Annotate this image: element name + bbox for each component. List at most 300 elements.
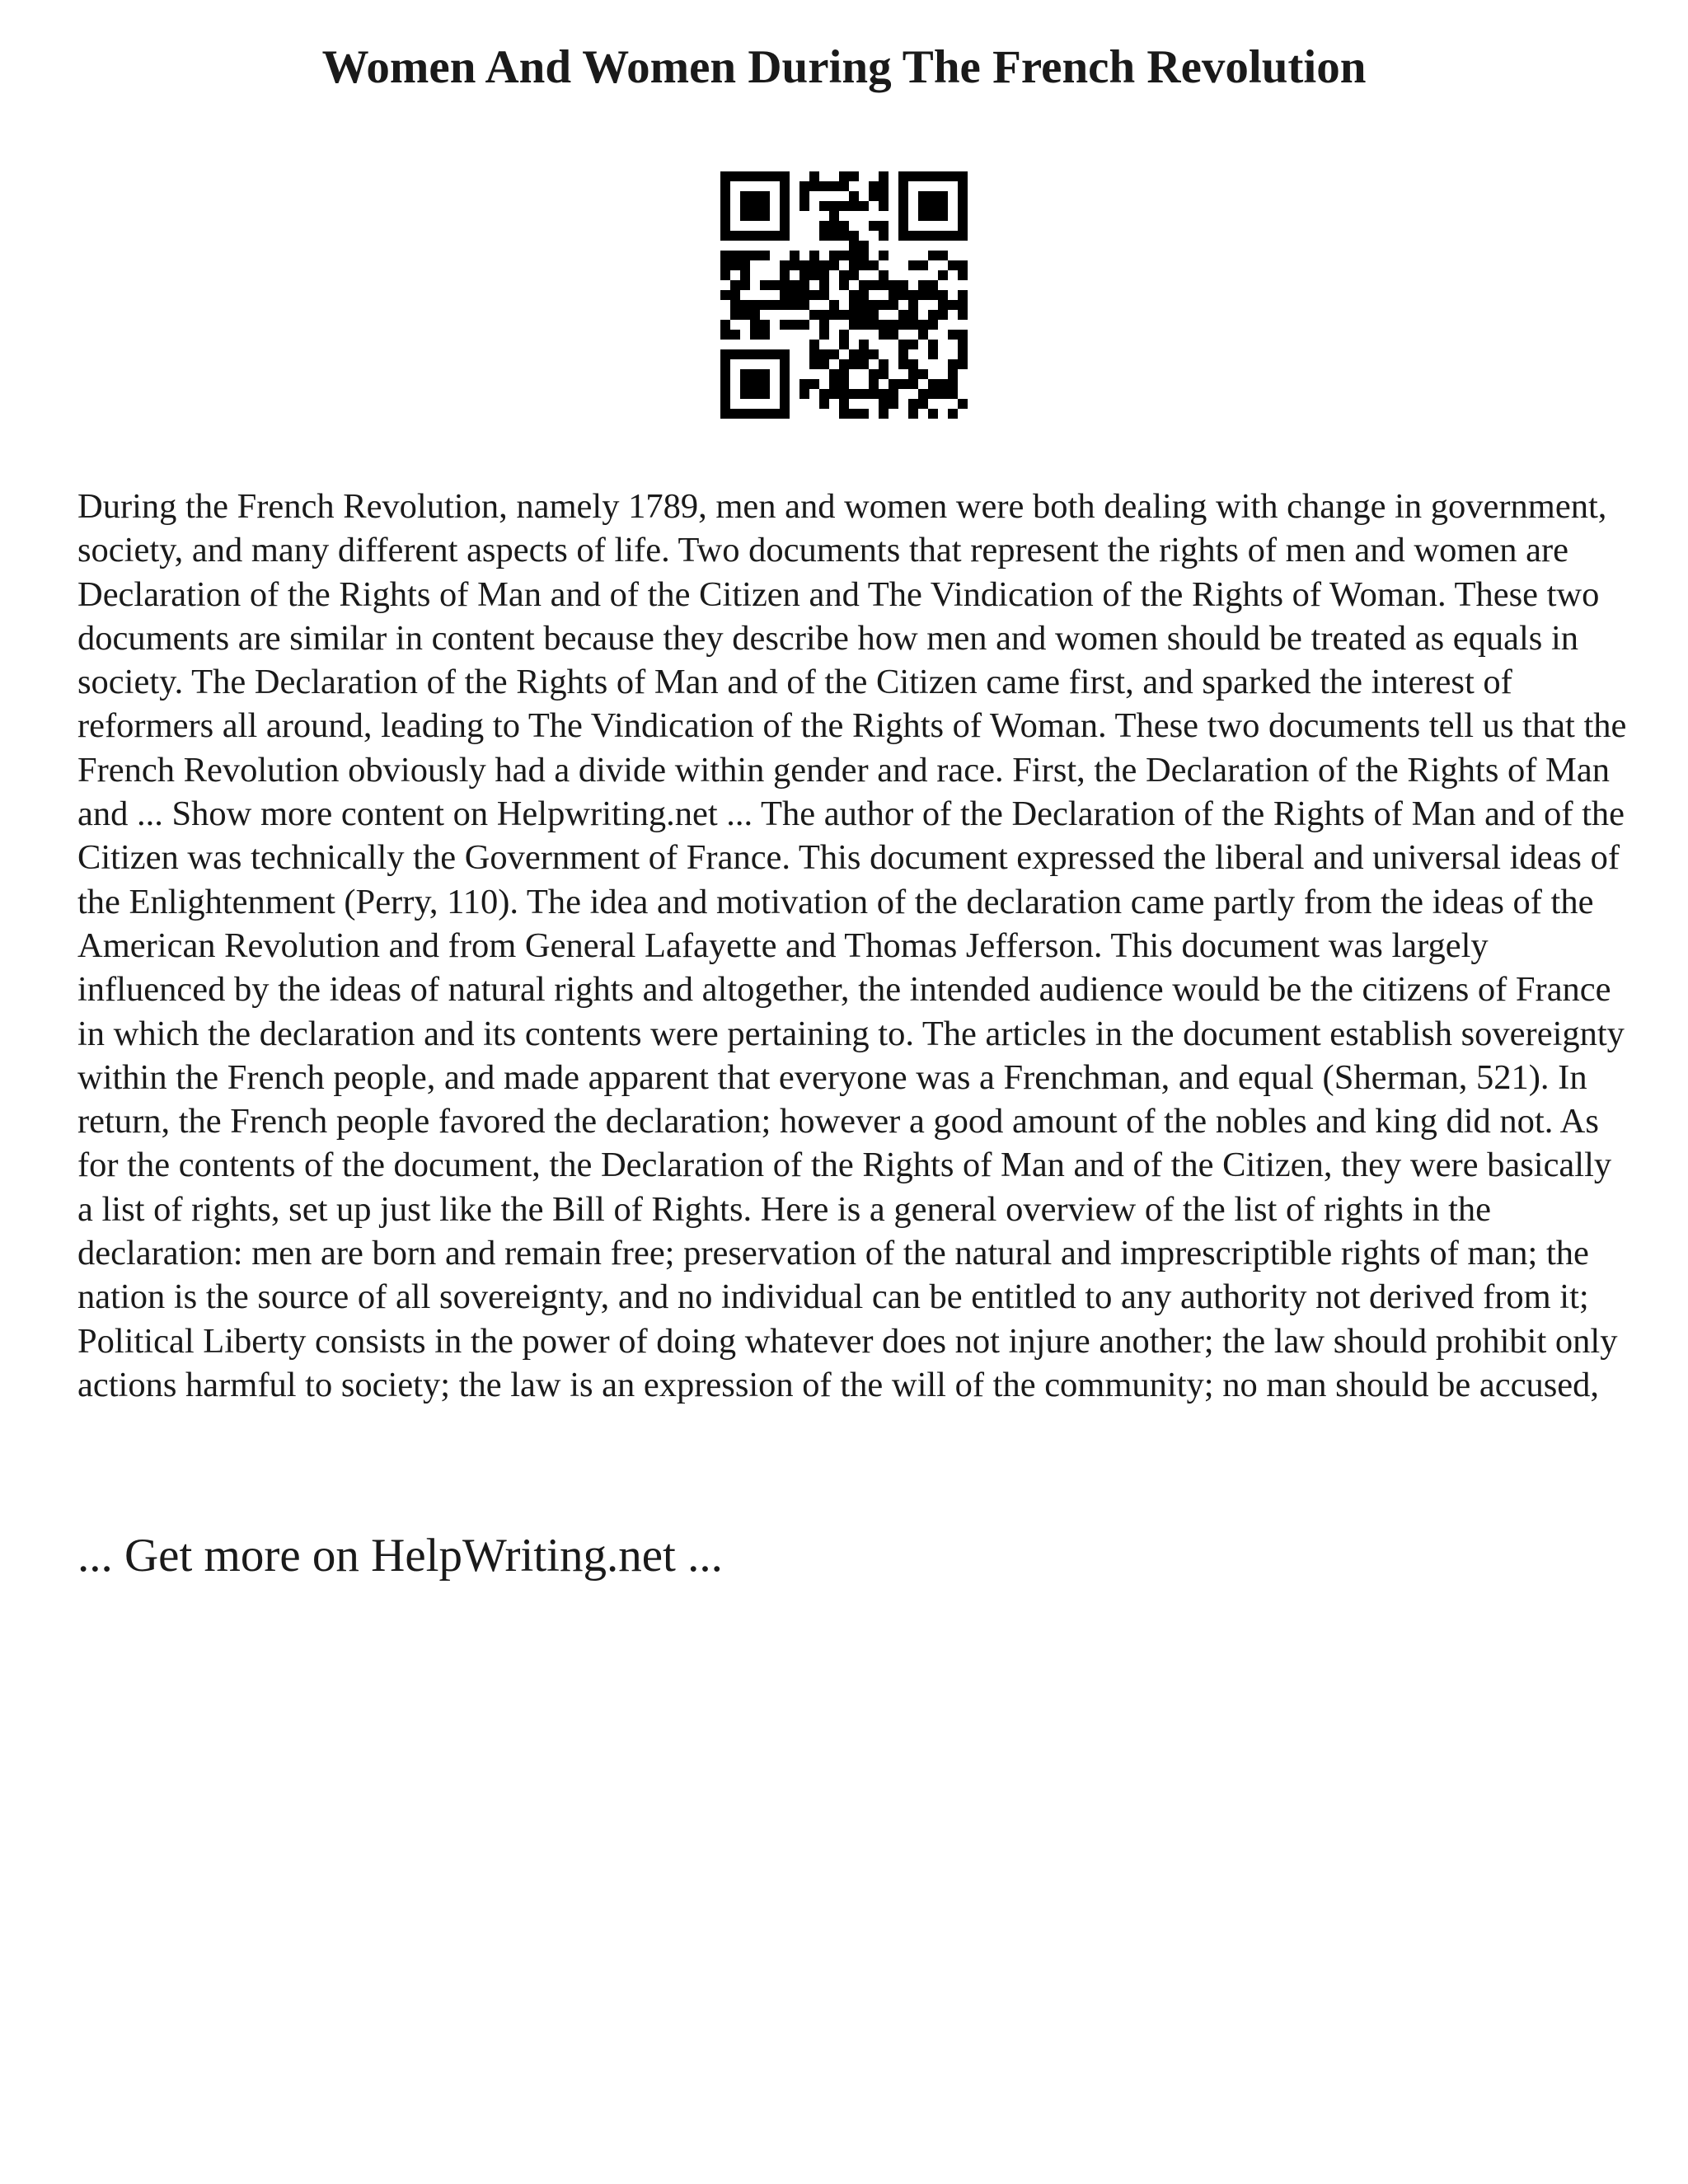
qr-module bbox=[869, 389, 879, 399]
qr-module bbox=[809, 260, 819, 270]
qr-module bbox=[819, 399, 829, 409]
qr-module bbox=[879, 389, 889, 399]
qr-module bbox=[740, 389, 750, 399]
qr-module bbox=[829, 201, 839, 211]
qr-module bbox=[770, 300, 780, 310]
qr-module bbox=[889, 290, 898, 300]
qr-module bbox=[849, 320, 859, 330]
qr-module bbox=[958, 399, 968, 409]
qr-module bbox=[799, 181, 809, 191]
qr-module bbox=[928, 280, 938, 290]
qr-module bbox=[928, 171, 938, 181]
qr-module bbox=[780, 320, 790, 330]
qr-module bbox=[958, 260, 968, 270]
qr-module bbox=[869, 349, 879, 359]
qr-module bbox=[780, 231, 790, 241]
qr-module bbox=[869, 260, 879, 270]
qr-module bbox=[740, 369, 750, 379]
qr-module bbox=[730, 409, 740, 419]
qr-module bbox=[829, 231, 839, 241]
qr-module bbox=[750, 320, 760, 330]
qr-module bbox=[740, 231, 750, 241]
qr-code-graphic bbox=[720, 171, 968, 419]
qr-module bbox=[799, 290, 809, 300]
qr-module bbox=[780, 201, 790, 211]
qr-module bbox=[790, 251, 799, 260]
qr-module bbox=[928, 191, 938, 201]
qr-module bbox=[839, 310, 849, 320]
qr-module bbox=[750, 300, 760, 310]
qr-module bbox=[760, 330, 770, 340]
qr-module bbox=[948, 171, 958, 181]
qr-module bbox=[760, 320, 770, 330]
qr-module bbox=[918, 231, 928, 241]
qr-module bbox=[839, 231, 849, 241]
qr-module bbox=[849, 409, 859, 419]
qr-module bbox=[839, 409, 849, 419]
qr-module bbox=[740, 300, 750, 310]
qr-module bbox=[958, 231, 968, 241]
qr-module bbox=[780, 260, 790, 270]
qr-module bbox=[849, 260, 859, 270]
qr-module bbox=[908, 340, 918, 349]
qr-module bbox=[918, 201, 928, 211]
qr-module bbox=[958, 300, 968, 310]
qr-module bbox=[730, 260, 740, 270]
qr-module bbox=[839, 221, 849, 231]
qr-module bbox=[799, 389, 809, 399]
qr-module bbox=[829, 181, 839, 191]
qr-module bbox=[819, 359, 829, 369]
qr-module bbox=[740, 260, 750, 270]
qr-module bbox=[869, 191, 879, 201]
qr-module bbox=[829, 211, 839, 221]
qr-module bbox=[819, 270, 829, 280]
qr-module bbox=[898, 280, 908, 290]
qr-module bbox=[958, 191, 968, 201]
qr-module bbox=[889, 280, 898, 290]
qr-module bbox=[879, 221, 889, 231]
qr-module bbox=[720, 349, 730, 359]
qr-module bbox=[889, 399, 898, 409]
qr-module bbox=[750, 171, 760, 181]
qr-module bbox=[839, 171, 849, 181]
qr-module bbox=[849, 201, 859, 211]
qr-module bbox=[898, 181, 908, 191]
qr-module bbox=[898, 201, 908, 211]
qr-module bbox=[780, 369, 790, 379]
qr-module bbox=[938, 191, 948, 201]
qr-module bbox=[859, 340, 869, 349]
qr-module bbox=[859, 310, 869, 320]
qr-module bbox=[849, 171, 859, 181]
qr-module bbox=[809, 310, 819, 320]
qr-module bbox=[918, 369, 928, 379]
qr-module bbox=[918, 399, 928, 409]
qr-module bbox=[879, 399, 889, 409]
qr-module bbox=[819, 280, 829, 290]
qr-module bbox=[849, 241, 859, 251]
qr-module bbox=[819, 310, 829, 320]
qr-module bbox=[958, 171, 968, 181]
qr-module bbox=[938, 389, 948, 399]
qr-module bbox=[958, 340, 968, 349]
qr-module bbox=[780, 399, 790, 409]
qr-module bbox=[760, 171, 770, 181]
qr-module bbox=[839, 270, 849, 280]
qr-module bbox=[790, 300, 799, 310]
qr-module bbox=[859, 241, 869, 251]
qr-module bbox=[760, 211, 770, 221]
qr-module bbox=[898, 320, 908, 330]
qr-module bbox=[780, 191, 790, 201]
qr-module bbox=[839, 251, 849, 260]
qr-module bbox=[730, 300, 740, 310]
qr-module bbox=[809, 171, 819, 181]
qr-module bbox=[780, 300, 790, 310]
qr-module bbox=[819, 349, 829, 359]
qr-module bbox=[958, 330, 968, 340]
qr-module bbox=[948, 369, 958, 379]
qr-module bbox=[720, 221, 730, 231]
qr-module bbox=[799, 201, 809, 211]
qr-module bbox=[879, 191, 889, 201]
qr-module bbox=[898, 191, 908, 201]
qr-module bbox=[720, 359, 730, 369]
qr-module bbox=[879, 251, 889, 260]
qr-module bbox=[750, 349, 760, 359]
qr-module bbox=[898, 231, 908, 241]
qr-module bbox=[938, 310, 948, 320]
qr-module bbox=[879, 409, 889, 419]
qr-module bbox=[829, 349, 839, 359]
qr-module bbox=[948, 300, 958, 310]
qr-module bbox=[898, 290, 908, 300]
qr-module bbox=[928, 201, 938, 211]
qr-module bbox=[780, 349, 790, 359]
qr-module bbox=[918, 171, 928, 181]
qr-module bbox=[780, 181, 790, 191]
qr-module bbox=[859, 290, 869, 300]
qr-module bbox=[740, 171, 750, 181]
article-body: During the French Revolution, namely 1789, men and women were both dealing with change in government, society, and many different aspects of life. Two documents that represent the rights of men and women are Declaration of the Rights of Man and of the Citizen and The Vindication of the Rights of Woman. These two documents are similar in content because they describe how men and women should be treated as equals in society. The Declaration of the Rights of Man and of the Citizen came first, and sparked the interest of reformers all around, leading to The Vindication of the Rights of Woman. These two documents tell us that the French Revolution obviously had a divide within gender and race. First, the Declaration of the Rights of Man and ... Show more content on Helpwriting.net ... The author of the Declaration of the Rights of Man and of the Citizen was technically the Government of France. This document expressed the liberal and universal ideas of the Enlightenment (Perry, 110). The idea and motivation of the declaration came partly from the ideas of the American Revolution and from General Lafayette and Thomas Jefferson. This document was largely influenced by the ideas of natural rights and altogether, the intended audience would be the citizens of France in which the declaration and its contents were pertaining to. The articles in the document establish sovereignty within the French people, and made apparent that everyone was a Frenchman, and equal (Sherman, 521). In return, the French people favored the declaration; however a good amount of the nobles and king did not. As for the contents of the document, the Declaration of the Rights of Man and of the Citizen, they were basically a list of rights, set up just like the Bill of Rights. Here is a general overview of the list of rights in the declaration: men are born and remain free; preservation of the natural and imprescriptible rights of man; the nation is the source of all sovereignty, and no individual can be entitled to any authority not derived from it; Political Liberty consists in the power of doing whatever does not injure another; the law should prohibit only actions harmful to society; the law is an expression of the will of the community; no man should be accused, bbox=[77, 487, 1627, 1404]
qr-module bbox=[829, 300, 839, 310]
qr-module bbox=[839, 340, 849, 349]
qr-module bbox=[760, 349, 770, 359]
qr-module bbox=[740, 201, 750, 211]
qr-module bbox=[730, 310, 740, 320]
qr-module bbox=[918, 280, 928, 290]
qr-module bbox=[760, 280, 770, 290]
qr-module bbox=[879, 171, 889, 181]
qr-module bbox=[938, 211, 948, 221]
qr-module bbox=[750, 369, 760, 379]
qr-module bbox=[849, 191, 859, 201]
qr-module bbox=[859, 201, 869, 211]
qr-module bbox=[869, 280, 879, 290]
qr-module bbox=[898, 171, 908, 181]
qr-module bbox=[839, 280, 849, 290]
qr-module bbox=[809, 290, 819, 300]
qr-module bbox=[928, 320, 938, 330]
qr-module bbox=[770, 171, 780, 181]
qr-module bbox=[908, 300, 918, 310]
qr-module bbox=[879, 359, 889, 369]
qr-module bbox=[869, 181, 879, 191]
qr-module bbox=[859, 359, 869, 369]
qr-module bbox=[869, 221, 879, 231]
get-more-link[interactable]: ... Get more on HelpWriting.net ... bbox=[77, 1530, 723, 1582]
qr-module bbox=[958, 290, 968, 300]
qr-module bbox=[720, 379, 730, 389]
qr-module bbox=[839, 379, 849, 389]
qr-module bbox=[720, 330, 730, 340]
qr-module bbox=[958, 201, 968, 211]
qr-module bbox=[720, 270, 730, 280]
qr-module bbox=[849, 251, 859, 260]
qr-module bbox=[908, 409, 918, 419]
qr-module bbox=[790, 290, 799, 300]
qr-module bbox=[790, 320, 799, 330]
qr-module bbox=[829, 251, 839, 260]
qr-module bbox=[948, 231, 958, 241]
qr-module bbox=[869, 379, 879, 389]
qr-module bbox=[740, 270, 750, 280]
qr-module bbox=[740, 191, 750, 201]
qr-module bbox=[839, 330, 849, 340]
qr-module bbox=[819, 181, 829, 191]
qr-module bbox=[760, 231, 770, 241]
qr-module bbox=[720, 409, 730, 419]
qr-module bbox=[819, 320, 829, 330]
qr-module bbox=[829, 310, 839, 320]
qr-module bbox=[879, 330, 889, 340]
qr-module bbox=[750, 310, 760, 320]
qr-module bbox=[770, 280, 780, 290]
qr-module bbox=[889, 300, 898, 310]
qr-module bbox=[740, 251, 750, 260]
qr-module bbox=[879, 280, 889, 290]
qr-module bbox=[908, 290, 918, 300]
qr-module bbox=[720, 171, 730, 181]
qr-module bbox=[948, 379, 958, 389]
qr-module bbox=[928, 211, 938, 221]
qr-module bbox=[849, 300, 859, 310]
qr-module bbox=[879, 300, 889, 310]
qr-module bbox=[859, 251, 869, 260]
qr-module bbox=[889, 330, 898, 340]
qr-module bbox=[760, 191, 770, 201]
qr-module bbox=[839, 201, 849, 211]
qr-module bbox=[928, 231, 938, 241]
qr-module bbox=[958, 211, 968, 221]
qr-module bbox=[760, 389, 770, 399]
qr-module bbox=[809, 340, 819, 349]
qr-module bbox=[730, 231, 740, 241]
qr-module bbox=[770, 409, 780, 419]
qr-module bbox=[780, 389, 790, 399]
qr-module bbox=[750, 330, 760, 340]
qr-module bbox=[958, 359, 968, 369]
qr-module bbox=[740, 211, 750, 221]
qr-module bbox=[859, 320, 869, 330]
qr-module bbox=[839, 181, 849, 191]
qr-module bbox=[938, 270, 948, 280]
qr-module bbox=[849, 290, 859, 300]
qr-module bbox=[829, 369, 839, 379]
qr-module bbox=[730, 290, 740, 300]
qr-module bbox=[790, 260, 799, 270]
qr-module bbox=[938, 201, 948, 211]
qr-module bbox=[809, 359, 819, 369]
qr-module bbox=[720, 191, 730, 201]
qr-module bbox=[948, 330, 958, 340]
qr-module bbox=[760, 201, 770, 211]
qr-module bbox=[948, 260, 958, 270]
qr-module bbox=[750, 191, 760, 201]
qr-module bbox=[809, 349, 819, 359]
qr-module bbox=[780, 171, 790, 181]
qr-module bbox=[720, 181, 730, 191]
page-title: Women And Women During The French Revolution bbox=[321, 41, 1367, 93]
qr-module bbox=[819, 231, 829, 241]
qr-module bbox=[720, 290, 730, 300]
qr-module bbox=[938, 379, 948, 389]
qr-module bbox=[928, 251, 938, 260]
qr-code-icon[interactable] bbox=[720, 171, 968, 419]
qr-module bbox=[819, 389, 829, 399]
qr-module bbox=[889, 389, 898, 399]
qr-module bbox=[740, 280, 750, 290]
qr-module bbox=[869, 310, 879, 320]
qr-module bbox=[819, 330, 829, 340]
qr-module bbox=[938, 300, 948, 310]
qr-module bbox=[898, 340, 908, 349]
qr-module bbox=[720, 201, 730, 211]
qr-module bbox=[908, 171, 918, 181]
qr-module bbox=[908, 399, 918, 409]
qr-module bbox=[918, 290, 928, 300]
qr-module bbox=[898, 211, 908, 221]
qr-module bbox=[809, 379, 819, 389]
qr-module bbox=[859, 280, 869, 290]
qr-module bbox=[879, 201, 889, 211]
qr-module bbox=[760, 251, 770, 260]
qr-module bbox=[799, 320, 809, 330]
qr-module bbox=[879, 369, 889, 379]
qr-module bbox=[918, 191, 928, 201]
qr-module bbox=[780, 409, 790, 419]
qr-module bbox=[859, 389, 869, 399]
qr-module bbox=[799, 191, 809, 201]
qr-module bbox=[889, 379, 898, 389]
qr-module bbox=[908, 320, 918, 330]
qr-module bbox=[730, 330, 740, 340]
qr-module bbox=[799, 300, 809, 310]
qr-module bbox=[849, 310, 859, 320]
qr-module bbox=[938, 251, 948, 260]
qr-module bbox=[720, 389, 730, 399]
qr-module bbox=[720, 320, 730, 330]
qr-module bbox=[849, 359, 859, 369]
qr-module bbox=[780, 280, 790, 290]
qr-module bbox=[898, 379, 908, 389]
qr-module bbox=[750, 231, 760, 241]
qr-module bbox=[908, 231, 918, 241]
qr-module bbox=[869, 369, 879, 379]
qr-module bbox=[829, 379, 839, 389]
qr-module bbox=[839, 399, 849, 409]
qr-module bbox=[780, 290, 790, 300]
qr-module bbox=[918, 211, 928, 221]
qr-module bbox=[859, 409, 869, 419]
qr-module bbox=[819, 221, 829, 231]
qr-module bbox=[730, 171, 740, 181]
qr-module bbox=[938, 290, 948, 300]
qr-module bbox=[740, 409, 750, 419]
qr-module bbox=[839, 389, 849, 399]
qr-module bbox=[780, 359, 790, 369]
qr-module bbox=[908, 310, 918, 320]
qr-module bbox=[829, 389, 839, 399]
qr-module bbox=[918, 389, 928, 399]
qr-module bbox=[928, 290, 938, 300]
qr-module bbox=[760, 409, 770, 419]
qr-module bbox=[879, 181, 889, 191]
qr-module bbox=[720, 231, 730, 241]
qr-module bbox=[780, 221, 790, 231]
qr-module bbox=[750, 211, 760, 221]
qr-module bbox=[730, 349, 740, 359]
qr-module bbox=[740, 349, 750, 359]
qr-module bbox=[958, 349, 968, 359]
qr-module bbox=[720, 260, 730, 270]
qr-module bbox=[829, 260, 839, 270]
qr-module bbox=[879, 320, 889, 330]
qr-module bbox=[799, 379, 809, 389]
qr-module bbox=[948, 359, 958, 369]
qr-module bbox=[780, 211, 790, 221]
qr-module bbox=[928, 379, 938, 389]
qr-module bbox=[780, 379, 790, 389]
qr-module bbox=[770, 231, 780, 241]
qr-module bbox=[780, 270, 790, 280]
qr-module bbox=[790, 280, 799, 290]
qr-module bbox=[928, 310, 938, 320]
qr-module bbox=[740, 379, 750, 389]
qr-module bbox=[898, 349, 908, 359]
qr-module bbox=[799, 260, 809, 270]
qr-module bbox=[918, 260, 928, 270]
qr-module bbox=[819, 260, 829, 270]
qr-module bbox=[799, 270, 809, 280]
qr-module bbox=[839, 369, 849, 379]
qr-module bbox=[750, 389, 760, 399]
qr-module bbox=[730, 280, 740, 290]
qr-module bbox=[809, 181, 819, 191]
qr-module bbox=[958, 310, 968, 320]
qr-module bbox=[760, 379, 770, 389]
qr-module bbox=[770, 349, 780, 359]
qr-module bbox=[908, 369, 918, 379]
qr-module bbox=[908, 260, 918, 270]
qr-module bbox=[829, 221, 839, 231]
qr-module bbox=[918, 330, 928, 340]
qr-module bbox=[908, 379, 918, 389]
qr-module bbox=[898, 359, 908, 369]
qr-module bbox=[948, 389, 958, 399]
qr-module bbox=[889, 320, 898, 330]
